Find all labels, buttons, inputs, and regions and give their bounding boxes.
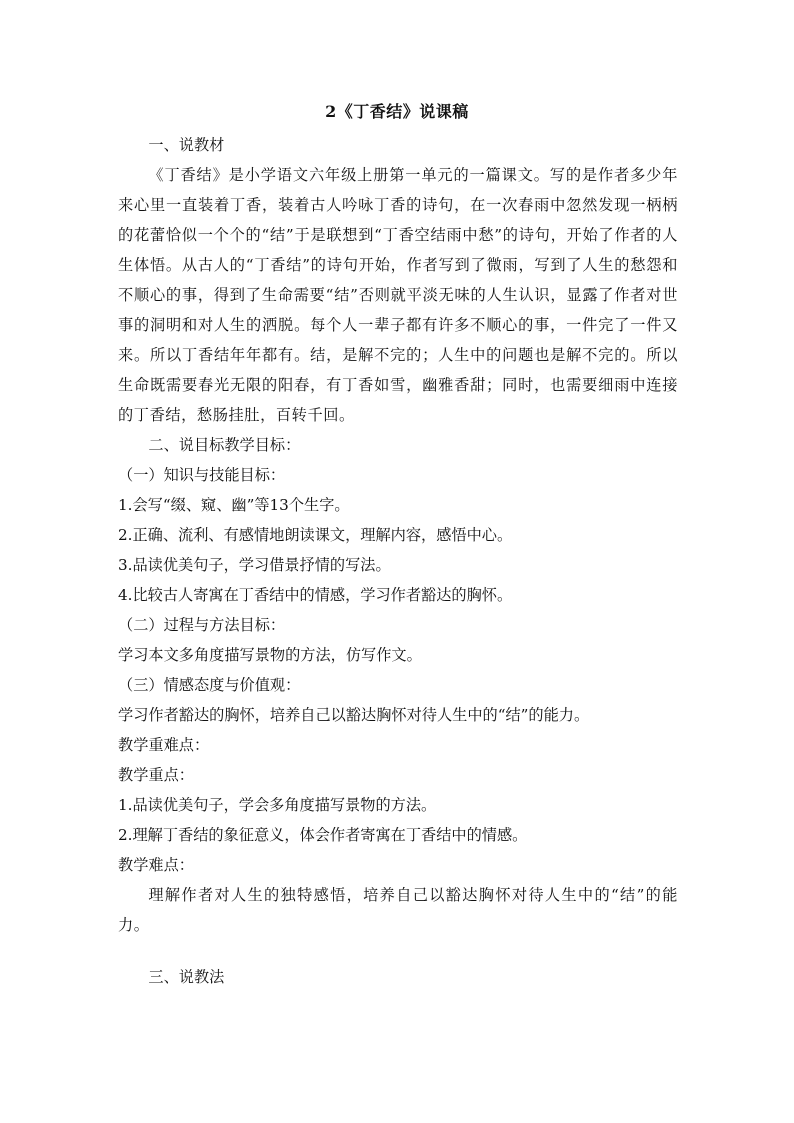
document-title: 2《丁香结》说课稿 <box>325 102 469 121</box>
subheading-knowledge-skills: （一）知识与技能目标： <box>118 466 286 484</box>
document-body <box>118 130 678 992</box>
section-heading-objectives: 二、说目标教学目标： <box>148 436 301 454</box>
subheading-process-method: （二）过程与方法目标： <box>118 616 286 634</box>
emotion-values-text: 学习作者豁达的胸怀，培养自己以豁达胸怀对待人生中的“结”的能力。 <box>118 706 590 724</box>
key-point-item-2: 2.理解丁香结的象征意义，体会作者寄寓在丁香结中的情感。 <box>118 826 528 844</box>
section-heading-teaching-method: 三、说教法 <box>148 968 225 986</box>
difficult-points-text: 理解作者对人生的独特感悟，培养自己以豁达胸怀对待人生中的“结”的能力。 <box>118 886 678 934</box>
process-method-text: 学习本文多角度描写景物的方法，仿写作文。 <box>118 646 422 664</box>
key-points-heading: 教学重点： <box>118 766 194 784</box>
objective-item-4: 4.比较古人寄寓在丁香结中的情感，学习作者豁达的胸怀。 <box>118 586 513 604</box>
teaching-material-paragraph: 《丁香结》是小学语文六年级上册第一单元的一篇课文。写的是作者多少年来心里一直装着丁香，装着古人吟咏丁香的诗句，在一次春雨中忽然发现一柄柄的花蕾恰似一个个的“结”于是联想到“丁香空结雨中愁”的诗句，开始了作者的人生体悟。从古人的“丁香结”的诗句开始，作者写到了微雨，写到了人生的愁怨和不顺心的事，得到了生命需要“结”否则就平淡无味的人生认识，显露了作者对世事的洞明和对人生的洒脱。每个人一辈子都有许多不顺心的事，一件完了一件又来。所以丁香结年年都有。结，是解不完的；人生中的问题也是解不完的。所以生命既需要春光无限的阳春，有丁香如雪，幽雅香甜；同时，也需要细雨中连接的丁香结，愁肠挂肚，百转千回。 <box>118 166 678 424</box>
subheading-emotion-values: （三）情感态度与价值观： <box>118 676 301 694</box>
section-heading-teaching-material: 一、说教材 <box>148 136 225 154</box>
difficult-points-heading: 教学难点： <box>118 856 194 874</box>
objective-item-3: 3.品读优美句子，学习借景抒情的写法。 <box>118 556 391 574</box>
key-point-item-1: 1.品读优美句子，学会多角度描写景物的方法。 <box>118 796 437 814</box>
objective-item-1: 1.会写“缀、窥、幽”等13个生字。 <box>118 496 350 514</box>
key-difficult-heading: 教学重难点： <box>118 736 210 754</box>
objective-item-2: 2.正确、流利、有感情地朗读课文，理解内容，感悟中心。 <box>118 526 513 544</box>
